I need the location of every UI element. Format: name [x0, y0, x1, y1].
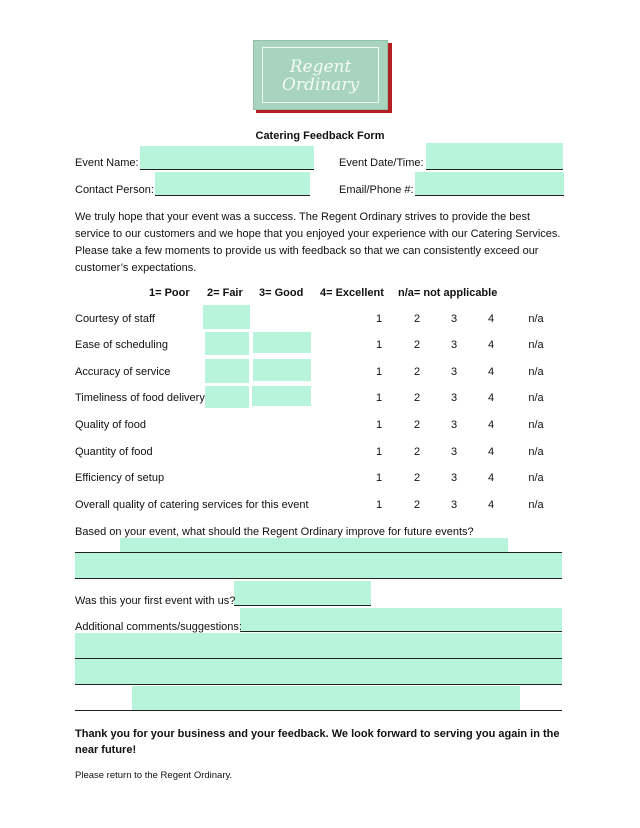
answer-line [75, 710, 562, 711]
email-phone-field[interactable] [415, 172, 564, 196]
rating-3[interactable]: 3 [450, 419, 458, 431]
question-label: Timeliness of food delivery [75, 392, 205, 404]
rating-4[interactable]: 4 [487, 392, 495, 404]
improve-question: Based on your event, what should the Regent Ordinary improve for future events? [75, 526, 474, 538]
event-name-label: Event Name: [75, 157, 139, 169]
rating-na[interactable]: n/a [528, 392, 544, 404]
answer-line [240, 631, 562, 632]
comments-field[interactable] [75, 633, 562, 685]
scale-excellent: 4= Excellent [320, 287, 384, 299]
rating-2[interactable]: 2 [413, 313, 421, 325]
question-label: Quantity of food [75, 446, 153, 458]
rating-4[interactable]: 4 [487, 339, 495, 351]
rating-1[interactable]: 1 [375, 446, 383, 458]
rating-1[interactable]: 1 [375, 392, 383, 404]
event-datetime-label: Event Date/Time: [339, 157, 424, 169]
return-note: Please return to the Regent Ordinary. [75, 770, 233, 781]
rating-field[interactable] [252, 386, 311, 406]
scale-poor: 1= Poor [149, 287, 190, 299]
form-title: Catering Feedback Form [255, 130, 385, 142]
rating-2[interactable]: 2 [413, 366, 421, 378]
regent-ordinary-logo [253, 40, 388, 110]
rating-1[interactable]: 1 [375, 366, 383, 378]
rating-field[interactable] [205, 332, 249, 355]
event-datetime-field[interactable] [426, 143, 563, 170]
rating-field[interactable] [203, 305, 250, 329]
rating-na[interactable]: n/a [528, 339, 544, 351]
rating-1[interactable]: 1 [375, 499, 383, 511]
rating-1[interactable]: 1 [375, 339, 383, 351]
rating-2[interactable]: 2 [413, 446, 421, 458]
contact-person-label: Contact Person: [75, 184, 154, 196]
contact-person-line [155, 195, 310, 196]
contact-person-field[interactable] [155, 172, 310, 196]
rating-field[interactable] [205, 386, 249, 408]
rating-na[interactable]: n/a [528, 313, 544, 325]
rating-field[interactable] [253, 332, 311, 353]
rating-1[interactable]: 1 [375, 419, 383, 431]
rating-2[interactable]: 2 [413, 499, 421, 511]
answer-line [75, 658, 562, 659]
question-label: Quality of food [75, 419, 146, 431]
question-label: Accuracy of service [75, 366, 171, 378]
first-event-question: Was this your first event with us? [75, 595, 236, 607]
question-label: Ease of scheduling [75, 339, 168, 351]
thank-you-note: Thank you for your business and your feedback. We look forward to serving you again in the near future! [75, 728, 560, 756]
rating-2[interactable]: 2 [413, 339, 421, 351]
scale-fair: 2= Fair [207, 287, 243, 299]
improve-answer-field[interactable] [120, 538, 508, 552]
rating-1[interactable]: 1 [375, 472, 383, 484]
question-label: Courtesy of staff [75, 313, 155, 325]
question-label: Efficiency of setup [75, 472, 165, 484]
improve-answer-field[interactable] [75, 553, 562, 579]
rating-4[interactable]: 4 [487, 446, 495, 458]
scale-good: 3= Good [259, 287, 304, 299]
rating-4[interactable]: 4 [487, 366, 495, 378]
rating-2[interactable]: 2 [413, 472, 421, 484]
scale-na: n/a= not applicable [398, 287, 498, 299]
rating-3[interactable]: 3 [450, 339, 458, 351]
rating-3[interactable]: 3 [450, 472, 458, 484]
answer-line [75, 552, 562, 553]
rating-3[interactable]: 3 [450, 366, 458, 378]
rating-1[interactable]: 1 [375, 313, 383, 325]
event-name-field[interactable] [140, 146, 314, 170]
rating-field[interactable] [205, 359, 249, 383]
rating-3[interactable]: 3 [450, 392, 458, 404]
rating-4[interactable]: 4 [487, 472, 495, 484]
rating-na[interactable]: n/a [528, 499, 544, 511]
rating-3[interactable]: 3 [450, 446, 458, 458]
rating-na[interactable]: n/a [528, 446, 544, 458]
event-datetime-line [426, 169, 563, 170]
rating-na[interactable]: n/a [528, 366, 544, 378]
rating-4[interactable]: 4 [487, 419, 495, 431]
rating-3[interactable]: 3 [450, 313, 458, 325]
rating-2[interactable]: 2 [413, 392, 421, 404]
rating-na[interactable]: n/a [528, 472, 544, 484]
comments-field[interactable] [132, 686, 520, 711]
answer-line [75, 578, 562, 579]
answer-line [75, 684, 562, 685]
logo-line-1: Regent [289, 57, 352, 77]
question-label: Overall quality of catering services for this event [75, 499, 309, 511]
rating-4[interactable]: 4 [487, 313, 495, 325]
rating-field[interactable] [253, 359, 311, 381]
event-name-line [140, 169, 314, 170]
email-phone-line [415, 195, 564, 196]
email-phone-label: Email/Phone #: [339, 184, 414, 196]
rating-4[interactable]: 4 [487, 499, 495, 511]
rating-2[interactable]: 2 [413, 419, 421, 431]
first-event-field[interactable] [234, 581, 371, 606]
rating-3[interactable]: 3 [450, 499, 458, 511]
comments-field[interactable] [240, 608, 562, 632]
comments-label: Additional comments/suggestions: [75, 621, 242, 633]
logo-line-2: Ordinary [281, 75, 360, 95]
rating-na[interactable]: n/a [528, 419, 544, 431]
intro-paragraph: We truly hope that your event was a success. The Regent Ordinary strives to provide the best service to our customers and we hope that you enjoyed your experience with our Catering Services. Please take a few moments to provide us with feedback so that we can consistently exceed our customer’s expectations. [75, 211, 561, 274]
answer-line [234, 605, 371, 606]
